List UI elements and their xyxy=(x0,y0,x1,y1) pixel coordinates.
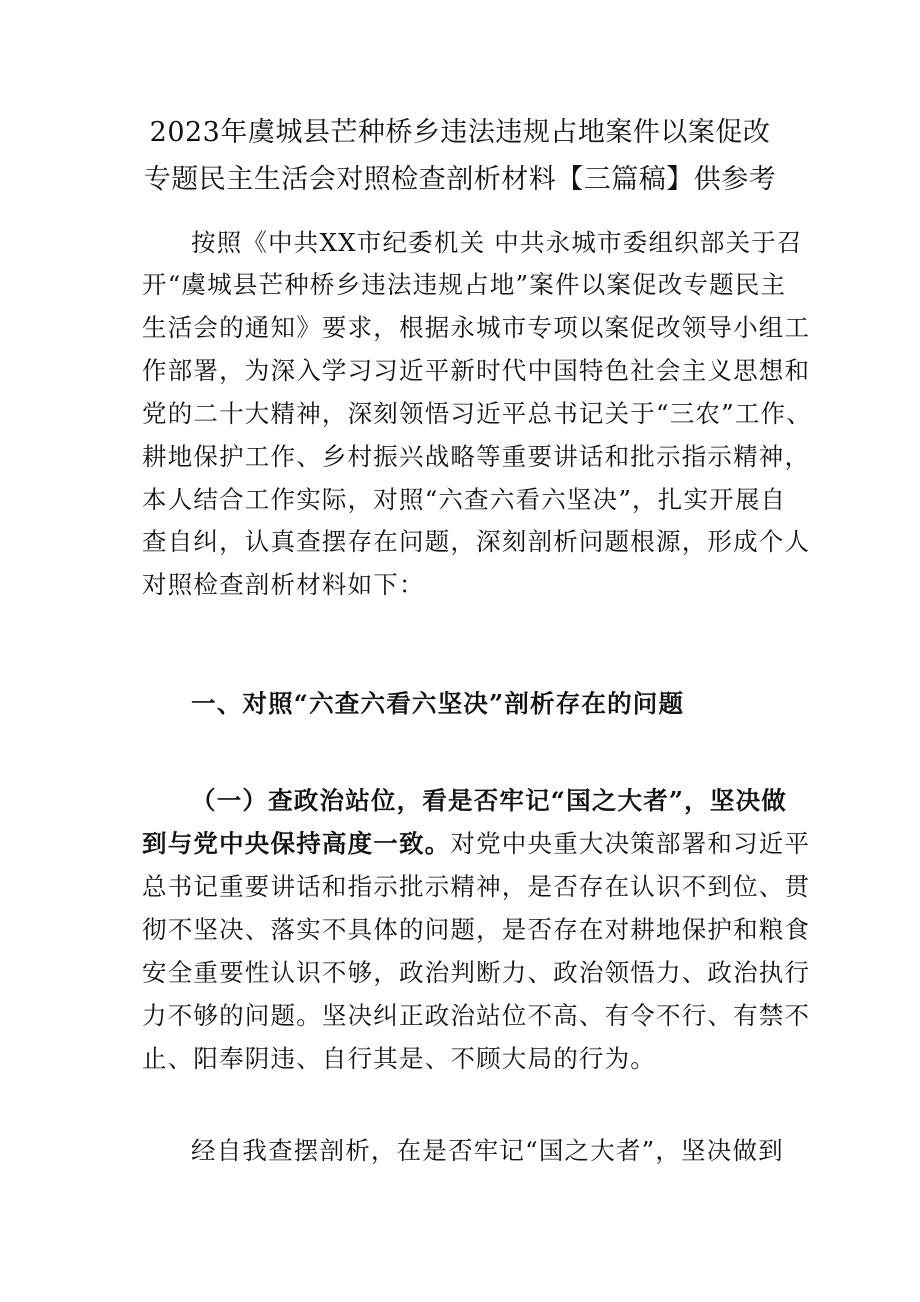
intro-line-2: 开“虞城县芒种桥乡违法违规占地”案件以案促改专题民主 xyxy=(142,270,787,299)
subsection-line-7: 止、阳奉阴违、自行其是、不顾大局的行为。 xyxy=(142,1044,656,1073)
analysis-line-1: 经自我查摆剖析，在是否牢记“国之大者”，坚决做到 xyxy=(191,1136,784,1165)
document-title-line-2: 专题民主生活会对照检查剖析材料【三篇稿】供参考 xyxy=(143,164,777,195)
intro-line-8: 查自纠，认真查摆存在问题，深刻剖析问题根源，形成个人 xyxy=(142,527,811,556)
subsection-heading-line-2: 到与党中央保持高度一致。 xyxy=(142,829,451,858)
subsection-line-2 xyxy=(142,827,811,861)
subsection-line-5: 安全重要性认识不够，政治判断力、政治领悟力、政治执行 xyxy=(142,958,811,987)
subsection-line-6: 力不够的问题。坚决纠正政治站位不高、有令不行、有禁不 xyxy=(142,1001,811,1030)
subsection-line-4: 彻不坚决、落实不具体的问题，是否存在对耕地保护和粮食 xyxy=(142,915,811,944)
subsection-line-3: 总书记重要讲话和指示批示精神，是否存在认识不到位、贯 xyxy=(142,872,811,901)
intro-line-7: 本人结合工作实际，对照“六查六看六坚决”，扎实开展自 xyxy=(142,485,787,514)
intro-line-5: 党的二十大精神，深刻领悟习近平总书记关于“三农”工作、 xyxy=(142,399,812,428)
intro-line-9: 对照检查剖析材料如下： xyxy=(142,570,425,599)
subsection-line-2-text: 对党中央重大决策部署和习近平 xyxy=(450,829,811,858)
section-heading: 一、对照“六查六看六坚决”剖析存在的问题 xyxy=(191,689,685,718)
intro-line-1: 按照《中共XX市纪委机关 中共永城市委组织部关于召 xyxy=(191,228,803,257)
subsection-heading-line-1: （一）查政治站位，看是否牢记“国之大者”，坚决做 xyxy=(191,786,787,815)
intro-line-6: 耕地保护工作、乡村振兴战略等重要讲话和批示指示精神， xyxy=(142,442,811,471)
intro-line-3: 生活会的通知》要求，根据永城市专项以案促改领导小组工 xyxy=(142,313,811,342)
document-title-line-1: 2023年虞城县芒种桥乡违法违规占地案件以案促改 xyxy=(149,117,771,148)
intro-line-4: 作部署，为深入学习习近平新时代中国特色社会主义思想和 xyxy=(142,356,811,385)
